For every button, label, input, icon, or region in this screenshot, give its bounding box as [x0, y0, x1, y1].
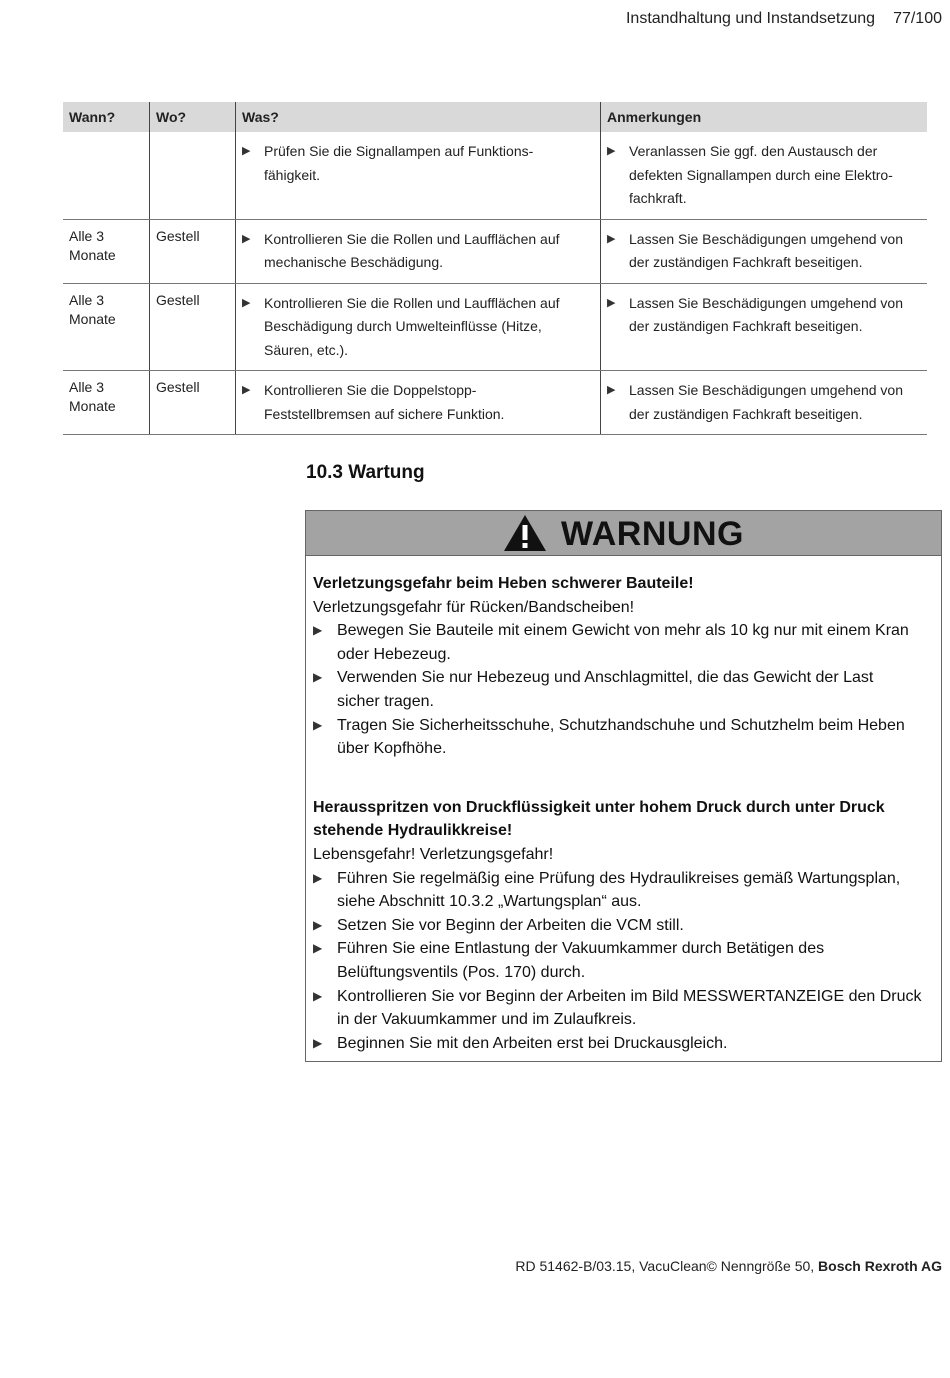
bullet-arrow-icon: ▶ [242, 145, 251, 157]
cell-anmerkungen: ▶ Lassen Sie Beschädigungen umgehend von der zuständigen Fachkraft beseitigen. [601, 219, 928, 283]
cell-was: ▶ Kontrollieren Sie die Rollen und Laufflächen auf mechanische Beschädigung. [236, 219, 601, 283]
list-item: ▶ Bewegen Sie Bauteile mit einem Gewicht von mehr als 10 kg nur mit einem Kran oder Hebezeug. [313, 619, 941, 666]
cell-wo: Gestell [150, 283, 236, 371]
column-header-wo: Wo? [150, 102, 236, 132]
table-row [63, 132, 927, 219]
cell-wann: Alle 3 Monate [63, 219, 150, 283]
cell-wo: Gestell [150, 371, 236, 435]
warning-triangle-icon [503, 514, 547, 552]
bullet-arrow-icon: ▶ [607, 296, 616, 309]
bullet-arrow-icon: ▶ [313, 670, 323, 685]
table-header-row [63, 102, 927, 132]
brand-name: Bosch Rexroth AG [818, 1258, 942, 1274]
bullet-arrow-icon: ▶ [313, 988, 323, 1003]
cell-was: ▶ Kontrollieren Sie die Rollen und Laufflächen auf Beschädigung durch Umwelteinflüsse (Hitze, Säuren, etc.). [236, 283, 601, 371]
column-header-wann: Wann? [63, 102, 150, 132]
bullet-arrow-icon: ▶ [607, 384, 616, 396]
section-title: 10.3 Wartung [306, 462, 425, 483]
warning-block1-subtitle: Verletzungsgefahr für Rücken/Bandscheiben! [313, 598, 635, 616]
document-reference: RD 51462-B/03.15, VacuClean© Nenngröße 50, [515, 1258, 819, 1274]
cell-wo: Gestell [150, 219, 236, 283]
warning-label: WARNUNG [561, 515, 744, 553]
table-row [63, 371, 927, 435]
list-item: ▶ Verwenden Sie nur Hebezeug und Anschlagmittel, die das Gewicht der Last sicher tragen. [313, 666, 941, 713]
page-header [626, 10, 942, 28]
bullet-arrow-icon: ▶ [313, 870, 323, 885]
cell-wo [150, 132, 236, 219]
warning-header [306, 511, 941, 556]
warning-box [305, 510, 942, 1062]
column-header-was: Was? [236, 102, 601, 132]
bullet-arrow-icon: ▶ [313, 623, 323, 638]
bullet-arrow-icon: ▶ [242, 384, 251, 396]
page-number: 77/100 [893, 10, 942, 27]
list-item: ▶ Führen Sie eine Entlastung der Vakuumkammer durch Betätigen des Belüftungsventils (Pos. 170) durch. [313, 937, 941, 984]
cell-wann: Alle 3 Monate [63, 283, 150, 371]
bullet-arrow-icon: ▶ [607, 145, 616, 157]
warning-block2-subtitle: Lebensgefahr! Verletzungsgefahr! [313, 845, 554, 863]
page-footer [515, 1258, 942, 1274]
cell-wann: Alle 3 Monate [63, 371, 150, 435]
bullet-arrow-icon: ▶ [242, 296, 251, 309]
table-row [63, 283, 927, 371]
bullet-arrow-icon: ▶ [313, 1035, 323, 1050]
warning-block2-title: Herausspritzen von Druckflüssigkeit unter hohem Druck durch unter Druck stehende Hydraulikkreise! [313, 798, 885, 840]
maintenance-table [63, 102, 927, 435]
list-item: ▶ Setzen Sie vor Beginn der Arbeiten die VCM still. [313, 914, 941, 938]
cell-anmerkungen: ▶ Lassen Sie Beschädigungen umgehend von der zuständigen Fachkraft beseitigen. [601, 283, 928, 371]
bullet-arrow-icon: ▶ [242, 232, 251, 245]
cell-anmerkungen: ▶ Lassen Sie Beschädigungen umgehend von der zuständigen Fachkraft beseitigen. [601, 371, 928, 435]
table-row [63, 219, 927, 283]
list-item: ▶ Tragen Sie Sicherheitsschuhe, Schutzhandschuhe und Schutzhelm beim Heben über Kopfhöhe. [313, 714, 941, 761]
warning-block1-title: Verletzungsgefahr beim Heben schwerer Bauteile! [313, 575, 694, 592]
list-item: ▶ Kontrollieren Sie vor Beginn der Arbeiten im Bild MESSWERTANZEIGE den Druck in der Vakuumkammer und im Zulaufkreis. [313, 985, 941, 1032]
list-item: ▶ Führen Sie regelmäßig eine Prüfung des Hydraulikreises gemäß Wartungsplan, siehe Abschnitt 10.3.2 „Wartungsplan“ aus. [313, 867, 941, 914]
bullet-arrow-icon: ▶ [313, 717, 323, 732]
cell-was: ▶ Kontrollieren Sie die Doppelstopp- Feststellbremsen auf sichere Funktion. [236, 371, 601, 435]
cell-wann [63, 132, 150, 219]
list-item: ▶ Beginnen Sie mit den Arbeiten erst bei Druckausgleich. [313, 1032, 941, 1056]
bullet-arrow-icon: ▶ [313, 941, 323, 956]
warning-body [306, 556, 941, 1055]
bullet-arrow-icon: ▶ [607, 232, 616, 245]
chapter-title: Instandhaltung und Instandsetzung [625, 10, 876, 27]
bullet-arrow-icon: ▶ [313, 917, 323, 932]
column-header-anmerkungen: Anmerkungen [601, 102, 928, 132]
cell-anmerkungen: ▶ Veranlassen Sie ggf. den Austausch der defekten Signallampen durch eine Elektro- fachkraft. [601, 132, 928, 219]
cell-was: ▶ Prüfen Sie die Signallampen auf Funktions- fähigkeit. [236, 132, 601, 219]
